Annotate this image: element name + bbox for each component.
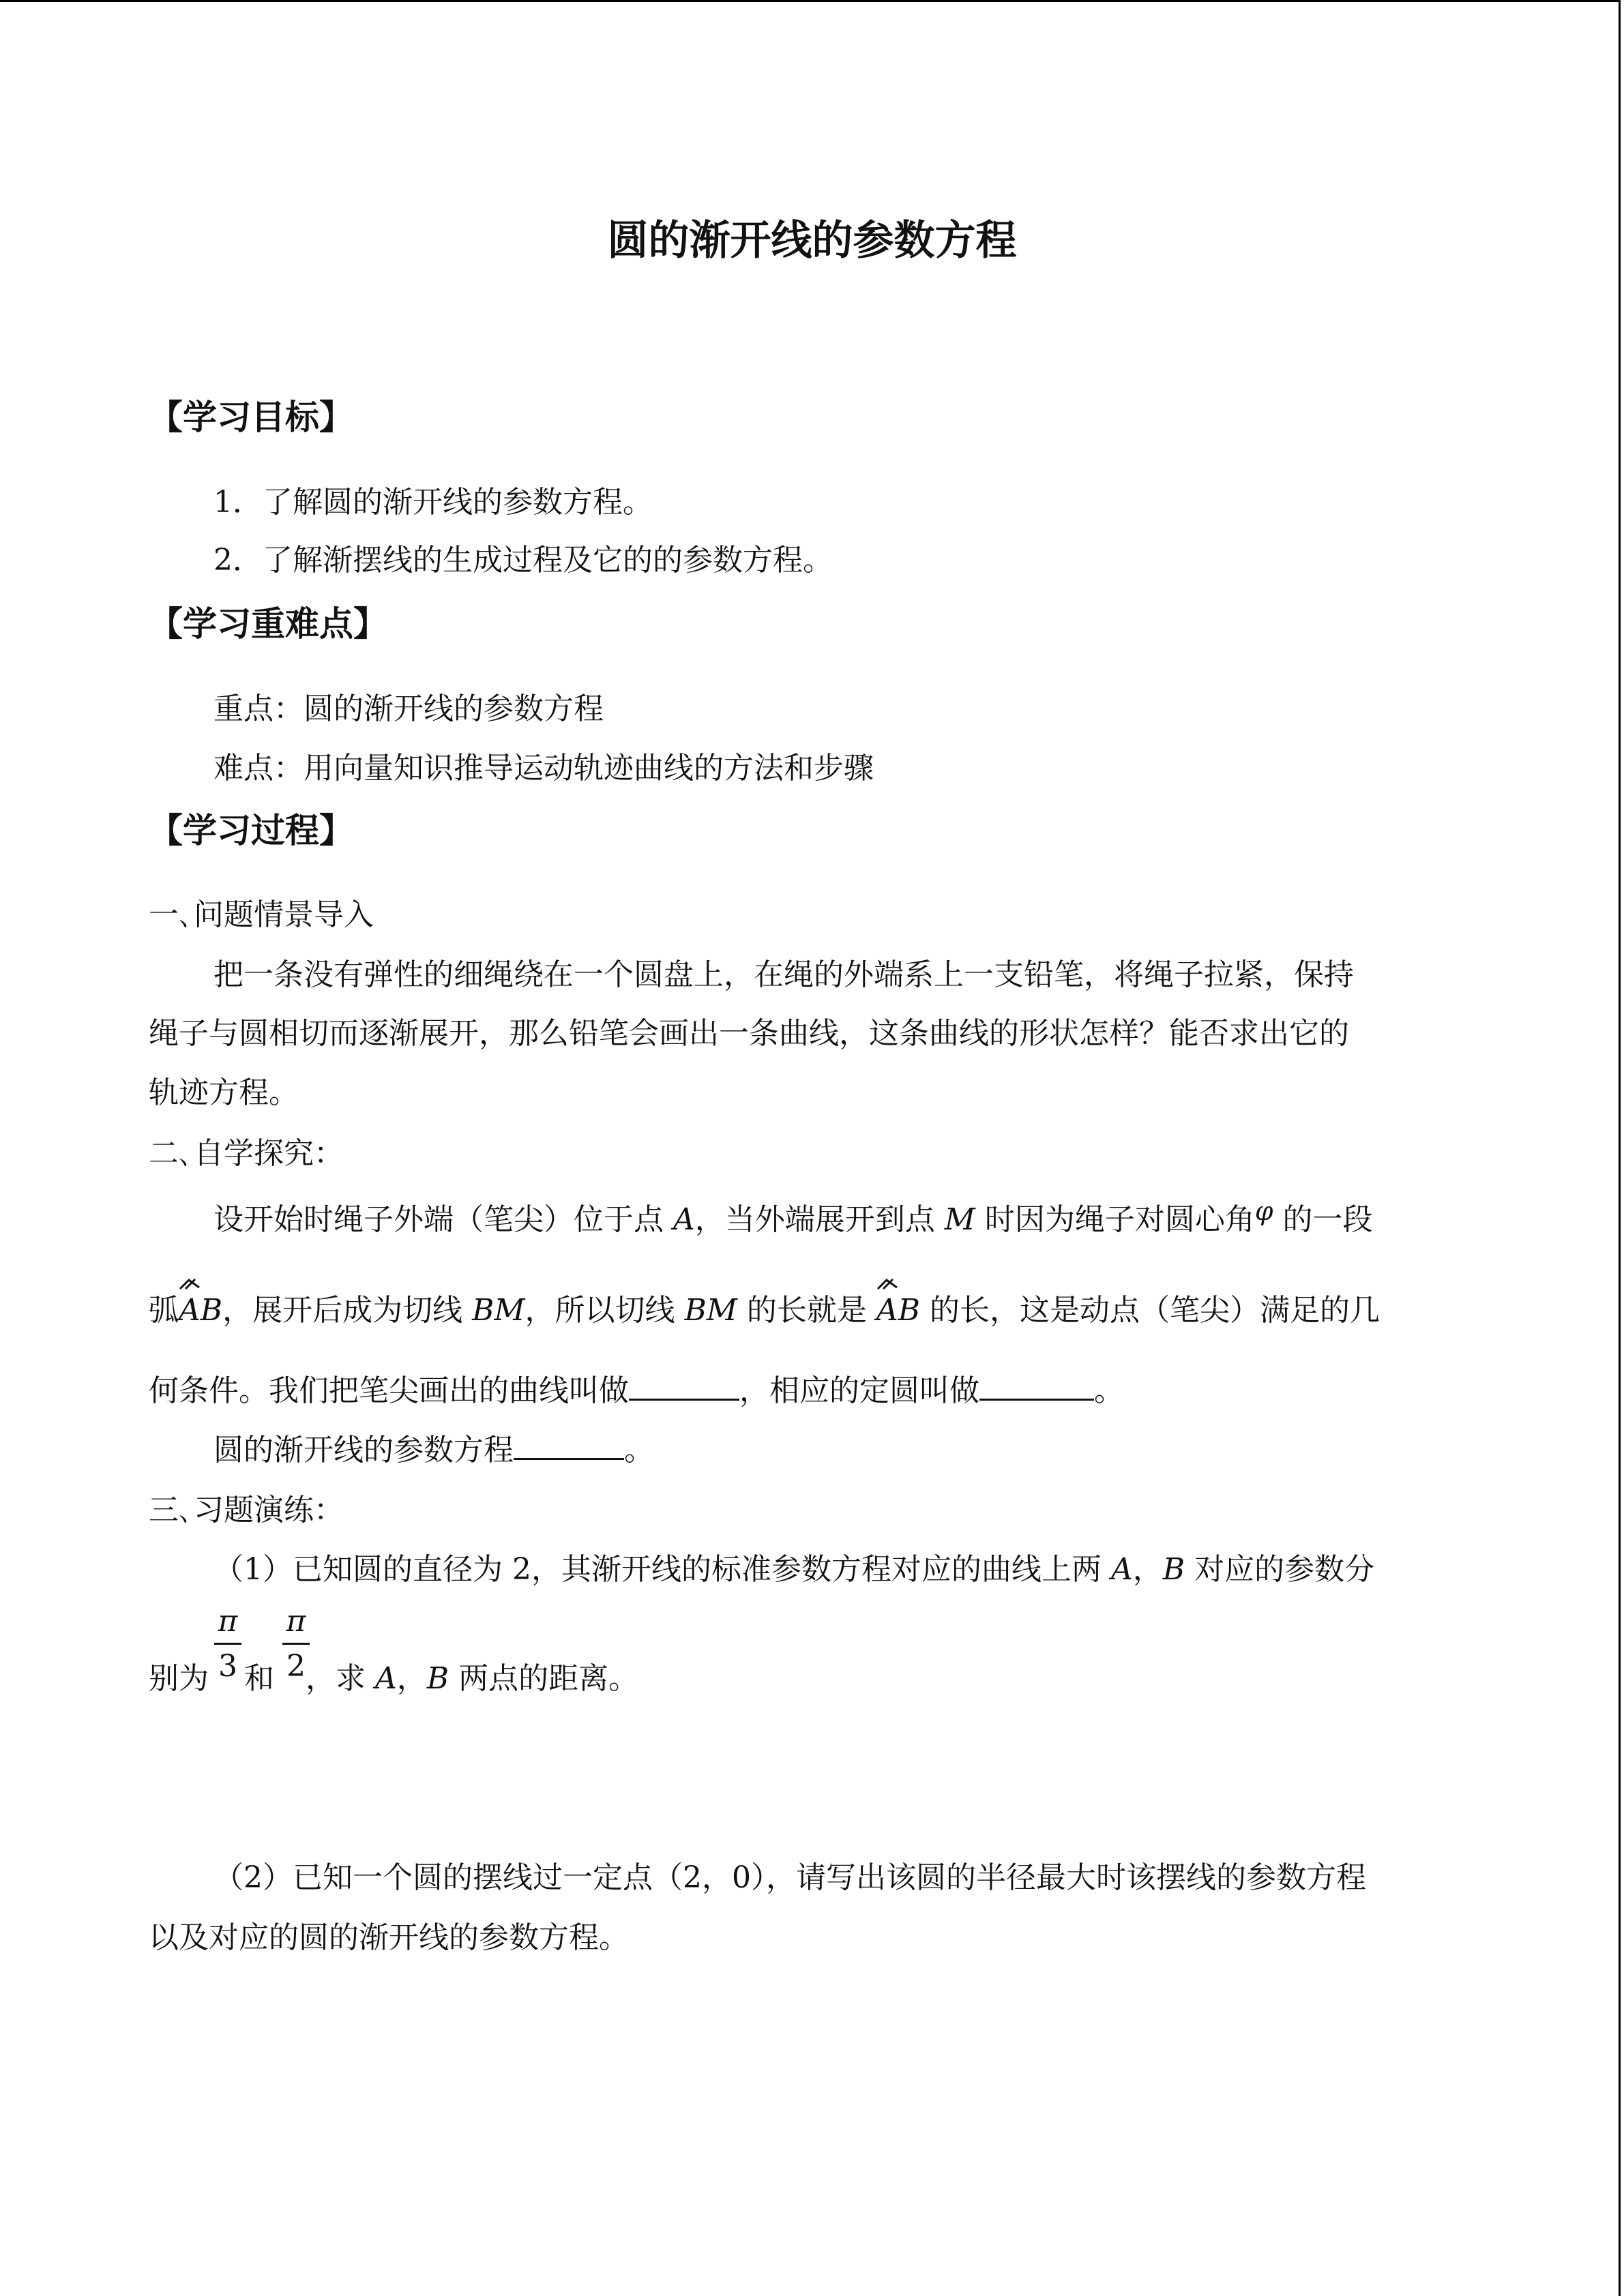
arc-symbol-icon [874,1274,915,1294]
text: ，展开后成为切线 [222,1293,463,1328]
denominator: 3 [218,1649,237,1684]
text: 。 [1094,1373,1124,1408]
arc-label: AB [179,1293,223,1328]
point-a: A [673,1202,695,1237]
part2-heading: 二､自学探究： [149,1136,344,1171]
point-b: B [1162,1552,1185,1587]
part2-line-4 [213,1425,654,1469]
point-m: M [944,1202,975,1237]
text: 的长，这是动点（笔尖）满足的几 [930,1293,1380,1328]
arc-ab [179,1293,222,1328]
part2-line-1 [213,1195,1372,1238]
text: 时因为绳子对圆心角 [984,1202,1255,1237]
text: ，相应的定圆叫做 [739,1373,979,1408]
part1-line-1: 把一条没有弹性的细绳绕在一个圆盘上，在绳的外端系上一支铅笔，将绳子拉紧，保持 [213,957,1354,992]
keypoint-difficult: 难点：用向量知识推导运动轨迹曲线的方法和步骤 [213,751,874,786]
blank-equation [514,1431,624,1460]
part3-heading: 三､习题演练： [149,1493,344,1527]
numerator: π [286,1604,306,1639]
section-keypoints-heading: 【学习重难点】 [149,604,387,644]
text: 的长就是 [746,1293,867,1328]
text: ，当外端展开到点 [694,1202,935,1237]
point-b: B [426,1661,449,1696]
arc-ab [876,1293,920,1328]
text: ，所以切线 [525,1293,675,1328]
text: 圆的渐开线的参数方程 [213,1433,514,1467]
text: 和 [244,1661,274,1696]
point-a: A [375,1661,397,1696]
text: ， [396,1661,427,1696]
text: （1）已知圆的直径为 2，其渐开线的标准参数方程对应的曲线上两 [213,1552,1102,1587]
part1-heading: 一､问题情景导入 [149,897,374,932]
section-process-heading: 【学习过程】 [149,811,353,850]
denominator: 2 [286,1649,306,1684]
blank-curve-name [629,1371,739,1401]
segment-bm: BM [684,1293,737,1328]
keypoint-important: 重点：圆的渐开线的参数方程 [213,691,604,726]
text: 两点的距离。 [458,1661,639,1696]
section-goals-heading: 【学习目标】 [149,398,353,437]
text: 设开始时绳子外端（笔尖）位于点 [213,1202,664,1237]
text: 的一段 [1282,1202,1373,1237]
text: 何条件。我们把笔尖画出的曲线叫做 [149,1373,629,1408]
question-2-line-1: （2）已知一个圆的摆线过一定点（2，0），请写出该圆的半径最大时该摆线的参数方程 [213,1860,1366,1895]
fraction-bar [214,1643,241,1645]
numerator: π [218,1604,238,1639]
blank-circle-name [979,1371,1094,1401]
question-2-line-2: 以及对应的圆的渐开线的参数方程。 [149,1920,629,1955]
fraction-bar [282,1643,310,1645]
arc-symbol-icon [176,1274,217,1294]
text: ， [1132,1552,1163,1587]
text: 别为 [149,1661,209,1696]
part1-line-3: 轨迹方程。 [149,1075,299,1110]
question-1-line-1 [213,1545,1374,1588]
part2-line-3 [149,1366,1124,1410]
point-a: A [1110,1552,1133,1587]
text: 。 [624,1433,654,1467]
text: 弧 [149,1293,179,1328]
question-1-line-2 [149,1654,638,1697]
page-title: 圆的渐开线的参数方程 [607,217,1017,265]
part2-line-2 [149,1285,1380,1329]
goal-item-2: 2．了解渐摆线的生成过程及它的的参数方程。 [213,543,833,578]
goal-item-1: 1．了解圆的渐开线的参数方程。 [213,485,653,520]
arc-label: AB [876,1293,920,1328]
phi-symbol: φ [1254,1196,1273,1226]
segment-bm: BM [472,1293,525,1328]
part1-line-2: 绳子与圆相切而逐渐展开，那么铅笔会画出一条曲线，这条曲线的形状怎样？能否求出它的 [149,1016,1349,1051]
text: ，求 [306,1661,366,1696]
text: 对应的参数分 [1194,1552,1375,1587]
